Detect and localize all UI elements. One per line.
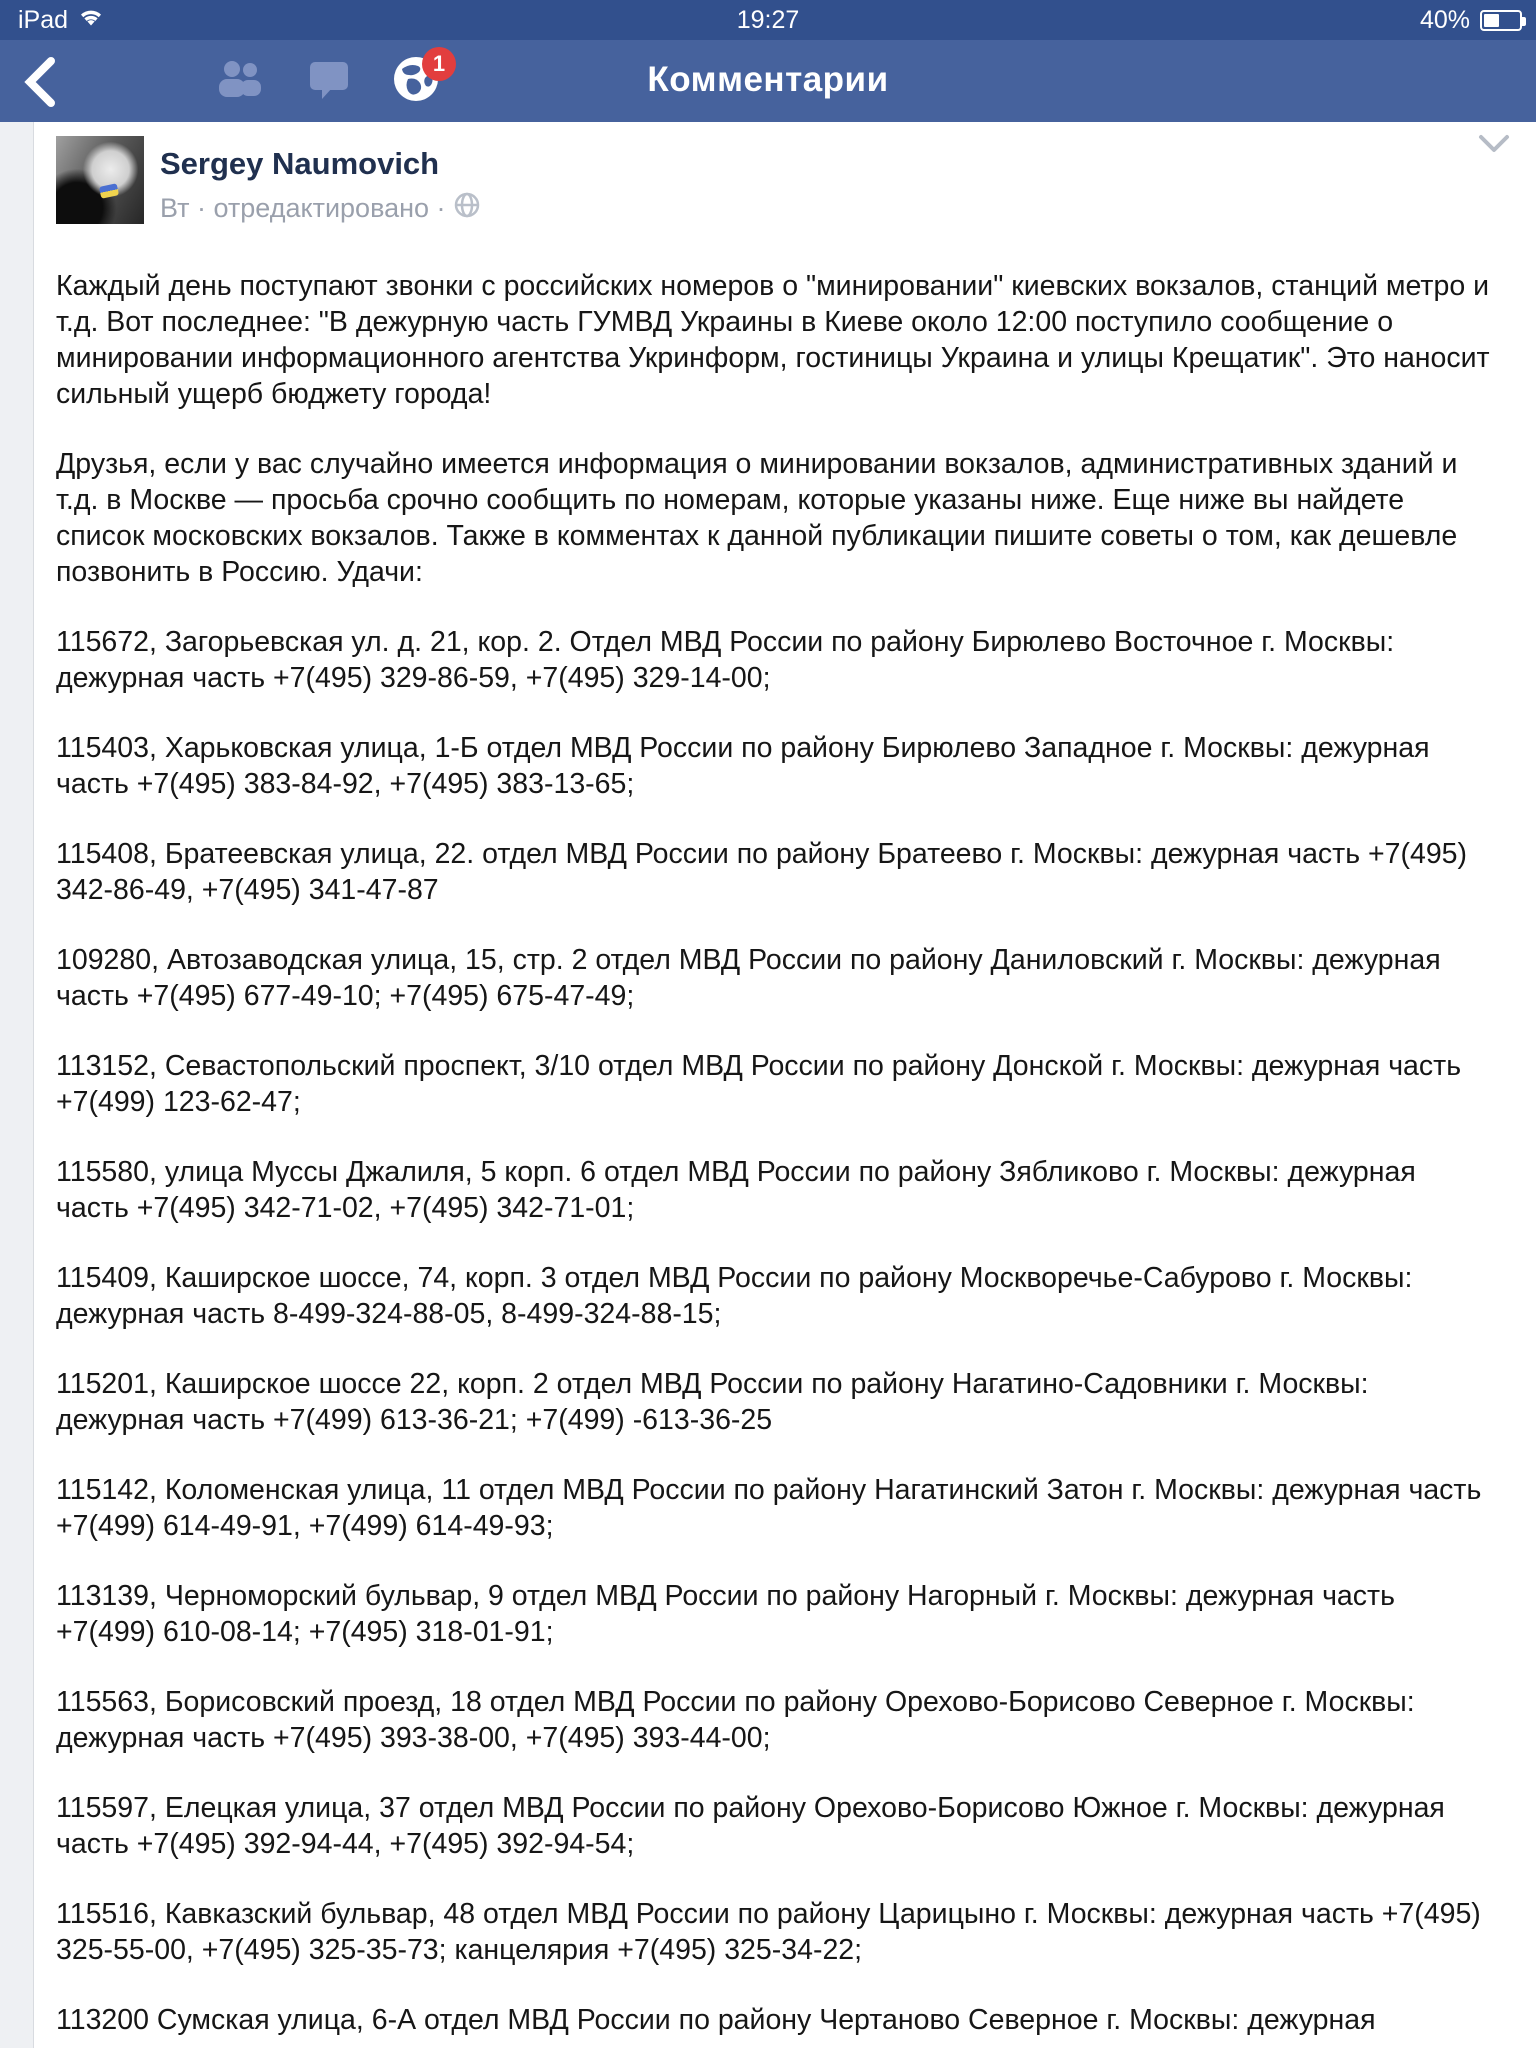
post-paragraph: 115201, Каширское шоссе 22, корп. 2 отдел МВД России по району Нагатино-Садовники г. Москвы: дежурная часть +7(499) 613-36-21; +7(499) -613-36-25 [56, 1368, 1369, 1436]
post-paragraph: 115672, Загорьевская ул. д. 21, кор. 2. Отдел МВД России по району Бирюлево Восточное г. Москвы: дежурная часть +7(495) 329-86-59, +7(495) 329-14-00; [56, 626, 1395, 694]
post-paragraph: 113139, Черноморский бульвар, 9 отдел МВД России по району Нагорный г. Москвы: дежурная часть +7(499) 610-08-14; +7(495) 318-01-91; [56, 1580, 1395, 1648]
nav-bar [0, 40, 1536, 122]
status-time: 19:27 [736, 5, 800, 34]
battery-percent: 40% [1419, 5, 1470, 34]
ukraine-flag-decoration [99, 184, 119, 199]
status-bar [0, 0, 1536, 40]
post-paragraph: 115597, Елецкая улица, 37 отдел МВД России по району Орехово-Борисово Южное г. Москвы: дежурная часть +7(495) 392-94-44, +7(495) 392-94-54; [56, 1792, 1445, 1860]
post-paragraph: 115580, улица Муссы Джалиля, 5 корп. 6 отдел МВД России по району Зябликово г. Москвы: дежурная часть +7(495) 342-71-02, +7(495) 342-71-01; [56, 1156, 1416, 1224]
notification-badge[interactable]: 1 [422, 47, 456, 81]
post-paragraph: 115409, Каширское шоссе, 74, корп. 3 отдел МВД России по району Москворечье-Сабурово г. Москвы: дежурная часть 8-499-324-88-05, 8-499-324-88-15; [56, 1262, 1413, 1330]
comments-panel [33, 122, 1536, 2048]
avatar[interactable] [56, 136, 144, 224]
post-paragraph: Друзья, если у вас случайно имеется информация о минировании вокзалов, административных зданий и т.д. в Москве — просьба срочно сообщить по номерам, которые указаны ниже. Еще ниже вы найдете список московских вокзалов. Также в комментах к данной публикации пишите советы о том, как дешевле позвонить в Россию. Удачи: [56, 448, 1458, 588]
post-paragraph: 115408, Братеевская улица, 22. отдел МВД России по району Братеево г. Москвы: дежурная часть +7(495) 342-86-49, +7(495) 341-47-87 [56, 838, 1468, 906]
post-paragraph: 115563, Борисовский проезд, 18 отдел МВД России по району Орехово-Борисово Северное г. Москвы: дежурная часть +7(495) 393-38-00, +7(495) 393-44-00; [56, 1686, 1415, 1754]
post-meta-text: Вт · отредактировано · [160, 193, 446, 223]
public-globe-icon [454, 192, 480, 225]
post-meta [160, 192, 1512, 225]
post-paragraph: Каждый день поступают звонки с российских номеров о "минировании" киевских вокзалов, станций метро и т.д. Вот последнее: "В дежурную часть ГУМВД Украины в Киеве около 12:00 поступило сообщение о минировании информационного агентства Укринформ, гостиницы Украина и улицы Крещатик". Это наносит сильный ущерб бюджету города! [56, 270, 1490, 410]
post-header [34, 122, 1536, 240]
device-label: iPad [18, 5, 69, 34]
post-paragraph: 115516, Кавказский бульвар, 48 отдел МВД России по району Царицыно г. Москвы: дежурная часть +7(495) 325-55-00, +7(495) 325-35-73; канцелярия +7(495) 325-34-22; [56, 1898, 1481, 1966]
post-body [34, 240, 1536, 2038]
page-title: Комментарии [647, 60, 889, 99]
post-author-link[interactable]: Sergey Naumovich [160, 146, 440, 181]
post-collapse-button[interactable] [1478, 134, 1510, 157]
post-paragraph: 113152, Севастопольский проспект, 3/10 отдел МВД России по району Донской г. Москвы: дежурная часть +7(499) 123-62-47; [56, 1050, 1462, 1118]
post-paragraph: 115142, Коломенская улица, 11 отдел МВД России по району Нагатинский Затон г. Москвы: дежурная часть +7(499) 614-49-91, +7(499) 614-49-93; [56, 1474, 1482, 1542]
post-paragraph: 115403, Харьковская улица, 1-Б отдел МВД России по району Бирюлево Западное г. Москвы: дежурная часть +7(495) 383-84-92, +7(495) 383-13-65; [56, 732, 1430, 800]
post-paragraph: 113200 Сумская улица, 6-А отдел МВД России по району Чертаново Северное г. Москвы: дежурная [56, 2004, 1376, 2036]
post-paragraph: 109280, Автозаводская улица, 15, стр. 2 отдел МВД России по району Даниловский г. Москвы: дежурная часть +7(495) 677-49-10; +7(495) 675-47-49; [56, 944, 1441, 1012]
battery-icon [1480, 10, 1522, 31]
chevron-down-icon [1478, 142, 1510, 157]
